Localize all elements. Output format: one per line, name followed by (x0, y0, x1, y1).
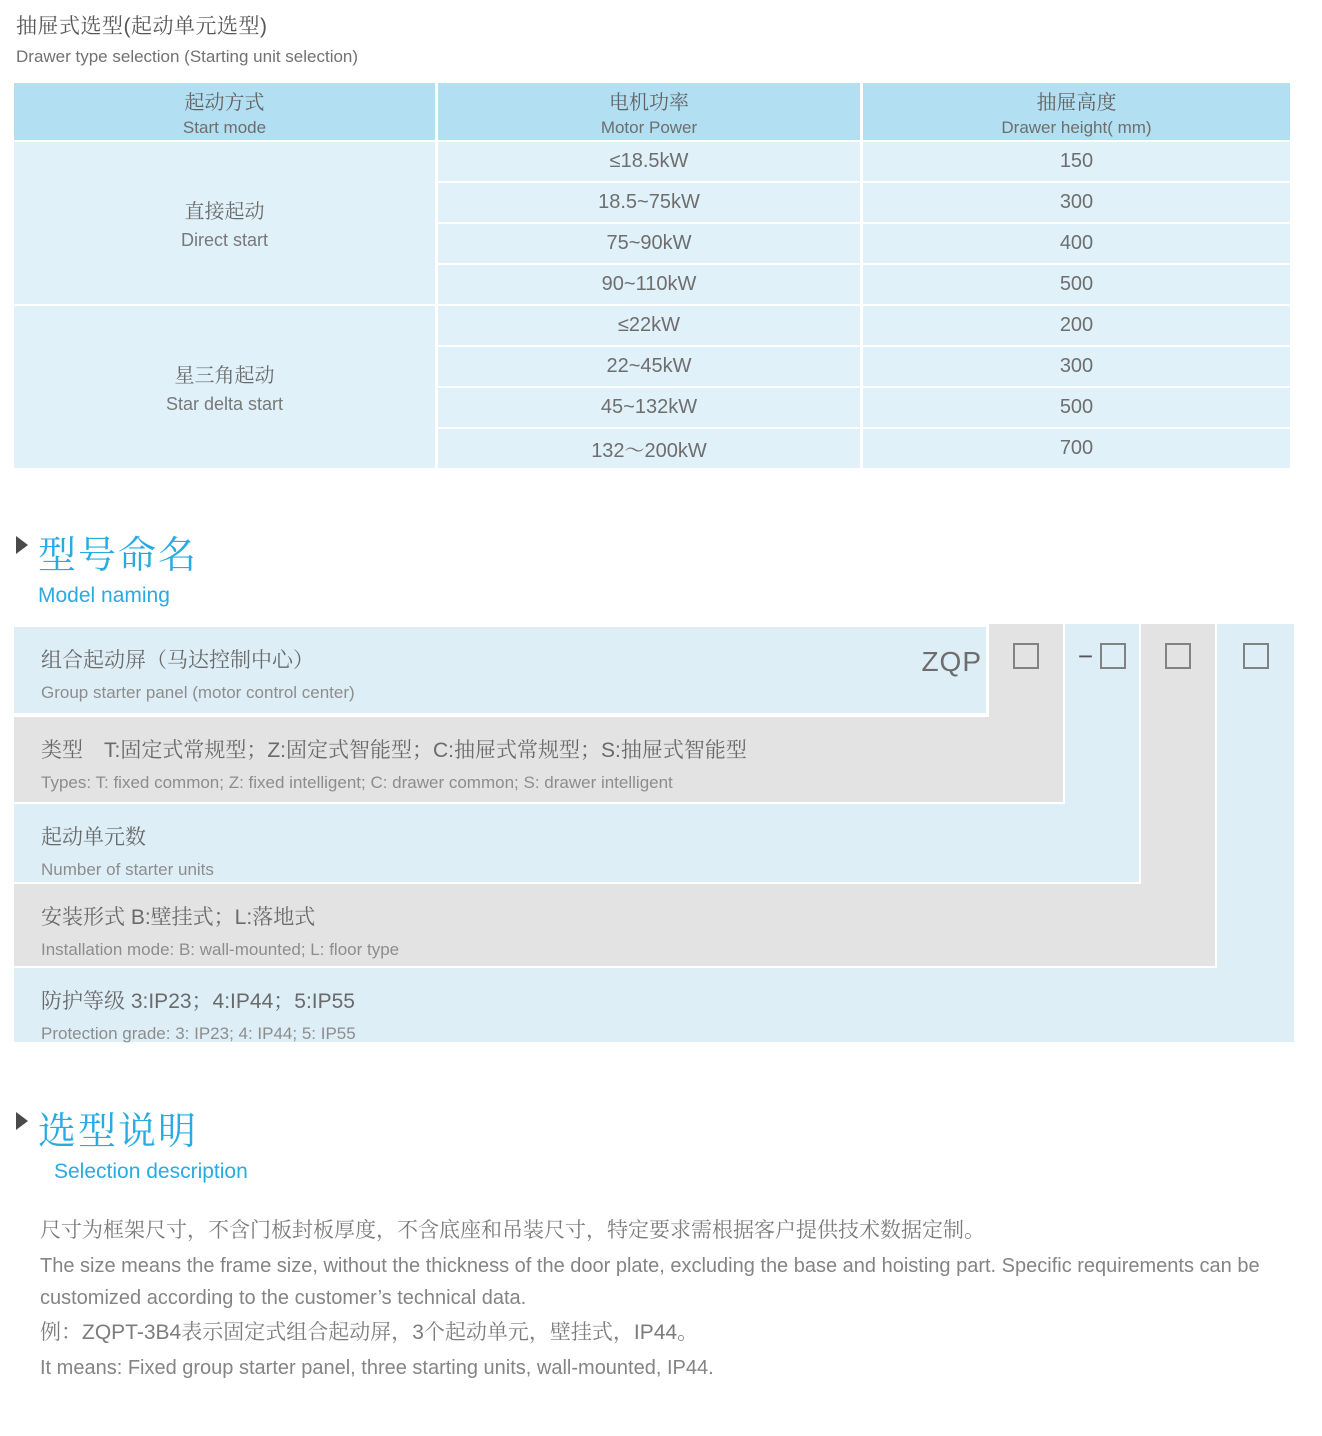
description-line-en: The size means the frame size, without the thickness of the door plate, excluding the base and hoisting part. Specific requirements can be customized according to the customer’s technical data. (40, 1255, 1260, 1309)
column-header-motor-power (438, 83, 860, 140)
model-code: ZQP (921, 646, 982, 677)
description-text-block (40, 1214, 1292, 1384)
page-header (0, 0, 1322, 67)
power-cell: 132～200kW (438, 429, 860, 468)
model-naming-section (0, 524, 1322, 1042)
section-heading (0, 1100, 1322, 1184)
page-title-en: Drawer type selection (Starting unit selection) (16, 47, 359, 66)
group-label-zh: 星三角起动 (174, 365, 275, 387)
power-cell: 22~45kW (438, 347, 860, 386)
section-title-zh: 选型说明 (38, 1111, 199, 1153)
power-cell: 75~90kW (438, 224, 860, 263)
section-heading (0, 524, 1322, 608)
placeholder-box-icon (1243, 643, 1269, 669)
row-label-zh: 组合起动屏（马达控制中心） (41, 649, 314, 672)
row-label-zh: 起动单元数 (41, 826, 146, 849)
column-header-start-mode (14, 83, 435, 140)
group-cell-direct-start (14, 142, 435, 304)
group-label-zh: 直接起动 (184, 201, 265, 223)
description-line-en: It means: Fixed group starter panel, three starting units, wall-mounted, IP44. (40, 1357, 714, 1379)
height-cell: 150 (863, 142, 1290, 181)
row-label-zh: 安装形式 B:壁挂式；L:落地式 (41, 906, 316, 929)
row-label-en: Number of starter units (41, 860, 214, 879)
header-label-zh: 抽屉高度 (1036, 91, 1117, 114)
diagram-row-installation (14, 884, 1215, 966)
row-label-en: Protection grade: 3: IP23; 4: IP44; 5: IP55 (41, 1024, 356, 1043)
height-cell: 500 (863, 265, 1290, 304)
diagram-row-protection (14, 968, 1294, 1042)
model-naming-diagram (14, 624, 1294, 1042)
power-cell: ≤22kW (438, 306, 860, 345)
header-label-zh: 起动方式 (184, 91, 265, 114)
height-cell: 700 (863, 429, 1290, 468)
height-cell: 500 (863, 388, 1290, 427)
header-label-en: Motor Power (600, 117, 698, 137)
selection-description-section (0, 1100, 1322, 1384)
placeholder-box-icon (1100, 643, 1126, 669)
height-cell: 300 (863, 183, 1290, 222)
diagram-row-units (14, 804, 1139, 882)
page-title-zh: 抽屉式选型(起动单元选型) (16, 15, 268, 38)
drawer-selection-table (14, 83, 1290, 468)
group-label-en: Direct start (180, 230, 268, 250)
placeholder-box-icon (1165, 643, 1191, 669)
diagram-row-product (14, 627, 986, 713)
column-header-drawer-height (863, 83, 1290, 140)
section-marker-icon (16, 536, 28, 554)
height-cell: 300 (863, 347, 1290, 386)
description-line-zh: 例：ZQPT-3B4表示固定式组合起动屏，3个起动单元，壁挂式，IP44。 (40, 1321, 699, 1344)
row-label-en: Installation mode: B: wall-mounted; L: floor type (41, 940, 400, 959)
section-title-zh: 型号命名 (38, 535, 199, 577)
row-label-zh: 类型 T:固定式常规型；Z:固定式智能型；C:抽屉式常规型；S:抽屉式智能型 (41, 739, 747, 762)
placeholder-box-icon (1013, 643, 1039, 669)
group-label-en: Star delta start (165, 394, 284, 414)
description-line-zh: 尺寸为框架尺寸，不含门板封板厚度，不含底座和吊装尺寸，特定要求需根据客户提供技术数据定制。 (40, 1219, 985, 1242)
height-cell: 200 (863, 306, 1290, 345)
header-label-zh: 电机功率 (609, 91, 689, 114)
header-label-en: Drawer height( mm) (1001, 117, 1152, 137)
height-cell: 400 (863, 224, 1290, 263)
group-cell-star-delta-start (14, 306, 435, 468)
dash-separator: − (1077, 641, 1094, 671)
section-title-en: Selection description (54, 1160, 248, 1183)
power-cell: ≤18.5kW (438, 142, 860, 181)
row-label-en: Group starter panel (motor control center) (41, 683, 355, 702)
power-cell: 90~110kW (438, 265, 860, 304)
section-title-en: Model naming (38, 584, 170, 607)
row-label-en: Types: T: fixed common; Z: fixed intelligent; C: drawer common; S: drawer intelligent (41, 773, 673, 792)
power-cell: 45~132kW (438, 388, 860, 427)
power-cell: 18.5~75kW (438, 183, 860, 222)
section-marker-icon (16, 1112, 28, 1130)
row-label-zh: 防护等级 3:IP23；4:IP44；5:IP55 (41, 990, 355, 1013)
diagram-row-type (14, 717, 1063, 802)
header-label-en: Start mode (182, 117, 267, 137)
